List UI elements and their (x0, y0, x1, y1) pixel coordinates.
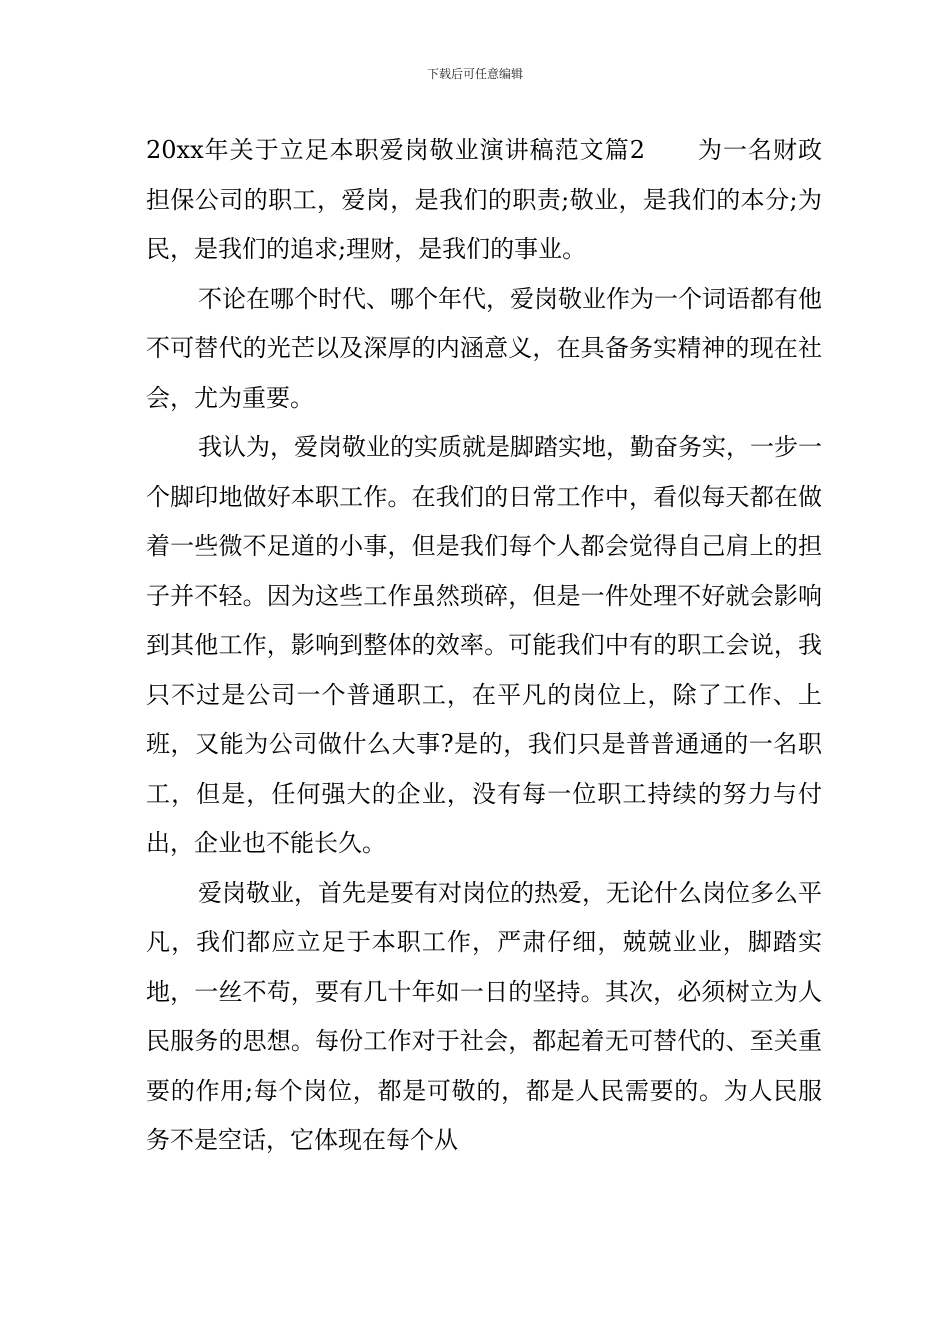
paragraph-3: 我认为，爱岗敬业的实质就是脚踏实地，勤奋务实，一步一个脚印地做好本职工作。在我们的日常工作中，看似每天都在做着一些微不足道的小事，但是我们每个人都会觉得自己肩上的担子并不轻。因为这些工作虽然琐碎，但是一件处理不好就会影响到其他工作，影响到整体的效率。可能我们中有的职工会说，我只不过是公司一个普通职工，在平凡的岗位上，除了工作、上班，又能为公司做什么大事?是的，我们只是普普通通的一名职工，但是，任何强大的企业，没有每一位职工持续的努力与付出，企业也不能长久。 (146, 433, 822, 857)
paragraph-2: 不论在哪个时代、哪个年代，爱岗敬业作为一个词语都有他不可替代的光芒以及深厚的内涵意义，在具备务实精神的现在社会，尤为重要。 (146, 284, 822, 412)
document-body (146, 126, 822, 1166)
header-note: 下载后可任意编辑 (426, 67, 523, 81)
paragraph-1 (146, 126, 822, 275)
paragraph-1-text: 为一名财政担保公司的职工，爱岗，是我们的职责;敬业，是我们的本分;为民，是我们的追求;理财，是我们的事业。 (146, 136, 822, 263)
document-title: 20xx年关于立足本职爱岗敬业演讲稿范文篇2 (146, 136, 645, 164)
paragraph-4: 爱岗敬业，首先是要有对岗位的热爱，无论什么岗位多么平凡，我们都应立足于本职工作，严肃仔细，兢兢业业，脚踏实地，一丝不苟，要有几十年如一日的坚持。其次，必须树立为人民服务的思想。每份工作对于社会，都起着无可替代的、至关重要的作用;每个岗位，都是可敬的，都是人民需要的。为人民服务不是空话，它体现在每个从 (146, 878, 822, 1154)
